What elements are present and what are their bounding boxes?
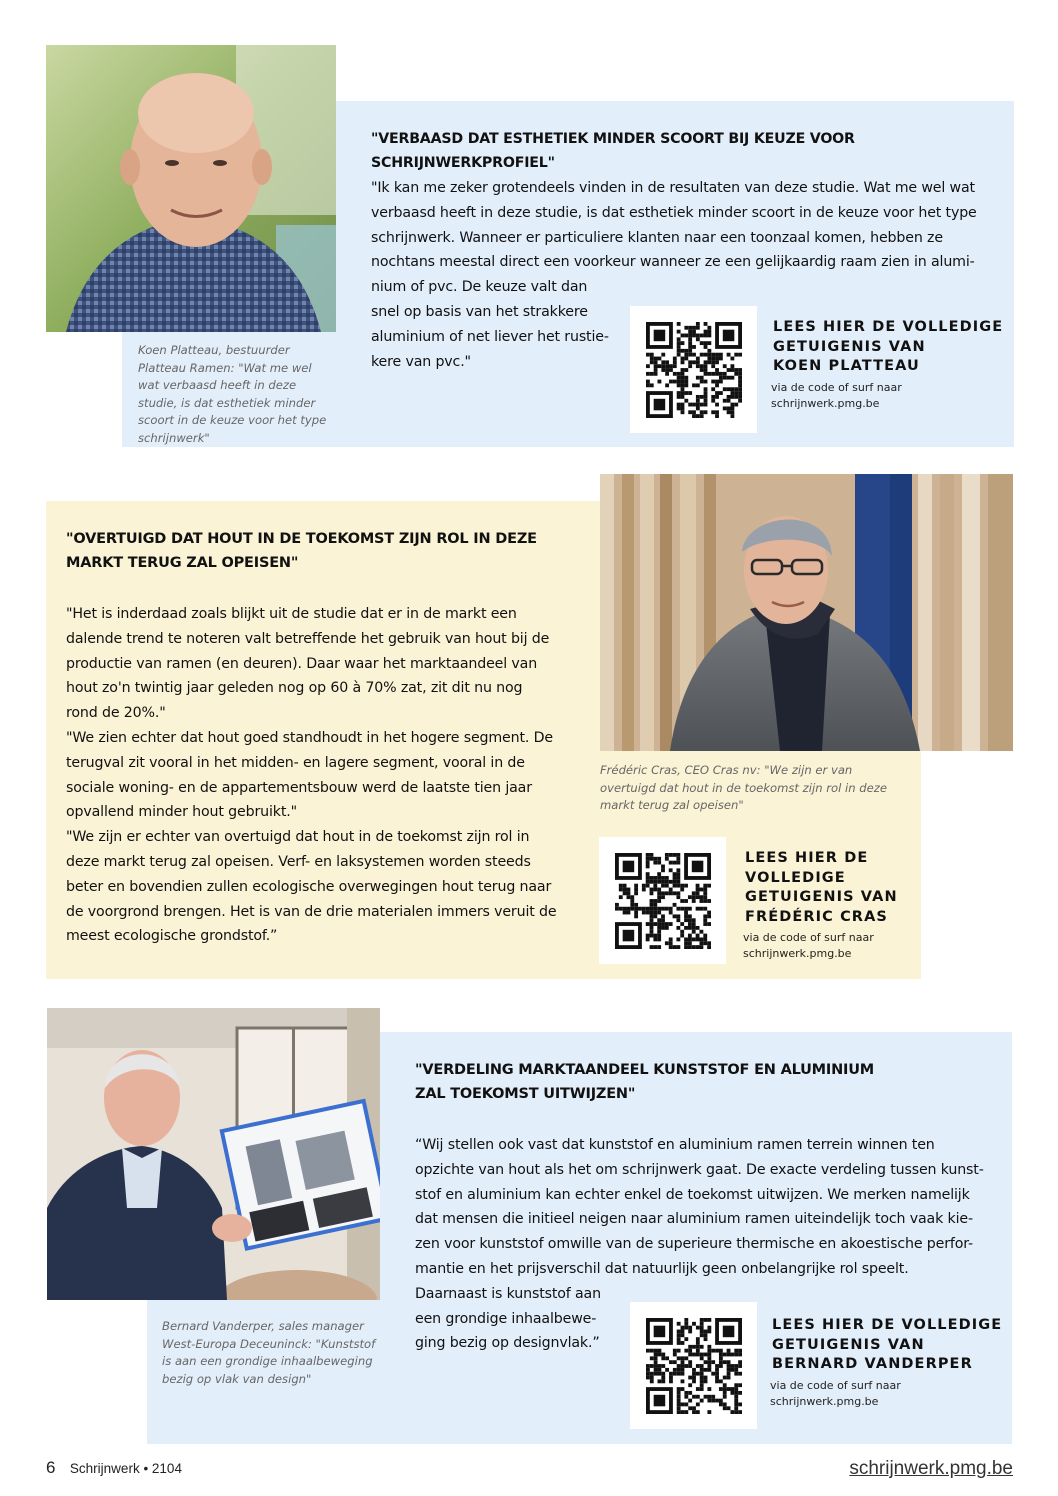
heading-line: ZAL TOEKOMST UITWIJZEN" [415,1086,636,1102]
cta-line: FRÉDÉRIC CRAS [745,908,888,925]
read-more-title-1[interactable] [773,318,1013,377]
heading-line: "VERDELING MARKTAANDEEL KUNSTSTOF EN ALUMINIUM [415,1062,875,1078]
cta-line: GETUIGENIS VAN [772,1336,925,1353]
qr-code-box-2[interactable] [599,837,726,964]
cta-line: LEES HIER DE VOLLEDIGE [773,319,1004,335]
body-line: mantie en het prijsverschil dat natuurlijk geen onbelangrijke rol speelt. [415,1260,909,1277]
body-line: aluminium of net liever het rustie- [371,328,609,345]
body-line: schrijnwerk. Wanneer er particuliere klanten naar een toonzaal komen, hebben ze [371,229,943,246]
qr-code-icon[interactable] [646,322,742,418]
publication-issue: Schrijnwerk • 2104 [69,1461,182,1476]
body-line: nium of pvc. De keuze valt dan [371,279,588,296]
cta-sub-line: via de code of surf naar [770,1379,901,1392]
body-line: meest ecologische grondstof.” [66,928,278,945]
read-more-title-2[interactable] [745,849,915,927]
body-line: een grondige inhaalbewe- [415,1310,597,1327]
body-line: kere van pvc." [371,353,471,370]
photo-caption-2: Frédéric Cras, CEO Cras nv: "We zijn er van overtuigd dat hout in de toekomst zijn rol in deze markt terug zal opeisen" [600,763,887,812]
body-line: terugval zit vooral in het midden- en lagere segment, vooral in de [66,754,525,771]
cta-line: GETUIGENIS VAN [745,889,898,905]
portrait-photo-frederic-cras [600,474,1013,751]
body-line: beter en bovendien zullen ecologische overwegingen hout terug naar [66,878,552,895]
body-line: opzichte van hout als het om schrijnwerk gaat. De exacte verdeling tussen kunst- [415,1161,984,1178]
cta-line: VOLLEDIGE [745,869,846,886]
body-line: rond de 20%." [66,705,166,722]
body-line: stof en aluminium kan echter enkel de toekomst uitwijzen. We merken namelijk [415,1186,970,1203]
cta-sub-line: via de code of surf naar [743,931,874,944]
read-more-subtitle-3 [770,1378,970,1409]
body-line: "We zijn er echter van overtuigd dat hout in de toekomst zijn rol in [66,829,530,846]
cta-sub-line: via de code of surf naar [771,381,902,394]
body-line: "Ik kan me zeker grotendeels vinden in de resultaten van deze studie. Wat me wel wat [371,180,975,196]
photo-caption-3: Bernard Vanderper, sales manager West-Europa Deceuninck: "Kunststof is aan een grondige inhaalbeweging bezig op vlak van design" [162,1319,376,1386]
read-more-subtitle-2 [743,930,913,961]
body-line: de voorgrond brengen. Het is van de drie materialen immers veruit de [66,903,557,920]
website-link[interactable]: schrijnwerk.pmg.be [849,1458,1013,1479]
cta-line: KOEN PLATTEAU [773,358,920,374]
body-line: productie van ramen (en deuren). Daar waar het marktaandeel van [66,655,538,672]
qr-code-icon[interactable] [646,1318,742,1414]
body-line: nochtans meestal direct een voorkeur wanneer ze een gelijkaardig raam zien in alumi- [371,254,975,271]
testimonial-heading-3 [415,1058,935,1106]
portrait-photo-koen-platteau [46,45,336,332]
body-line: "Het is inderdaad zoals blijkt uit de studie dat er in de markt een [66,606,517,622]
body-line: deze markt terug zal opeisen. Verf- en laksystemen worden steeds [66,853,531,870]
heading-line: MARKT TERUG ZAL OPEISEN" [66,555,299,571]
body-line: “Wij stellen ook vast dat kunststof en aluminium ramen terrein winnen ten [415,1137,935,1153]
body-line: zen voor kunststof omwille van de superieure thermische en akoestische perfor- [415,1236,974,1253]
read-more-title-3[interactable] [772,1316,1012,1375]
cta-line: GETUIGENIS VAN [773,338,926,355]
cta-sub-line: schrijnwerk.pmg.be [770,1394,879,1408]
body-line: dalende trend te noteren valt betreffende het gebruik van hout bij de [66,630,550,647]
body-line: verbaasd heeft in deze studie, is dat esthetiek minder scoort in de keuze voor het type [371,204,977,221]
page-number: 6 [46,1458,56,1477]
body-line: sociale woning- en de appartementsbouw werd de laatste tien jaar [66,779,532,796]
qr-code-icon[interactable] [615,853,711,949]
cta-line: LEES HIER DE [745,850,869,866]
body-line: opvallend minder hout gebruikt." [66,804,297,821]
qr-code-box-3[interactable] [630,1302,757,1429]
qr-code-box-1[interactable] [630,306,757,433]
photo-caption-1: Koen Platteau, bestuurder Platteau Ramen: "Wat me wel wat verbaasd heeft in deze studie, is dat esthetiek minder scoort in de keuze voor het type schrijnwerk" [138,343,327,445]
read-more-subtitle-1 [771,380,971,411]
portrait-photo-bernard-vanderper [47,1008,380,1300]
body-line: Daarnaast is kunststof aan [415,1285,601,1302]
testimonial-body-2 [66,602,586,949]
cta-line: BERNARD VANDERPER [772,1356,973,1372]
body-line: "We zien echter dat hout goed standhoudt in het hogere segment. De [66,729,553,746]
cta-line: LEES HIER DE VOLLEDIGE [772,1317,1003,1333]
page-footer-left [46,1458,182,1478]
testimonial-heading-2 [66,527,586,575]
heading-line: "OVERTUIGD DAT HOUT IN DE TOEKOMST ZIJN ROL IN DEZE [66,531,537,547]
body-line: ging bezig op designvlak.” [415,1335,600,1352]
body-line: snel op basis van het strakkere [371,303,588,320]
cta-sub-line: schrijnwerk.pmg.be [771,396,880,410]
testimonial-heading-1: "VERBAASD DAT ESTHETIEK MINDER SCOORT BIJ KEUZE VOOR SCHRIJNWERKPROFIEL" [371,131,855,171]
body-line: dat mensen die initieel neigen naar aluminium ramen uiteindelijk toch vaak kie- [415,1211,973,1228]
cta-sub-line: schrijnwerk.pmg.be [743,946,852,960]
body-line: hout zo'n twintig jaar geleden nog op 60 à 70% zat, zit dit nu nog [66,680,523,697]
